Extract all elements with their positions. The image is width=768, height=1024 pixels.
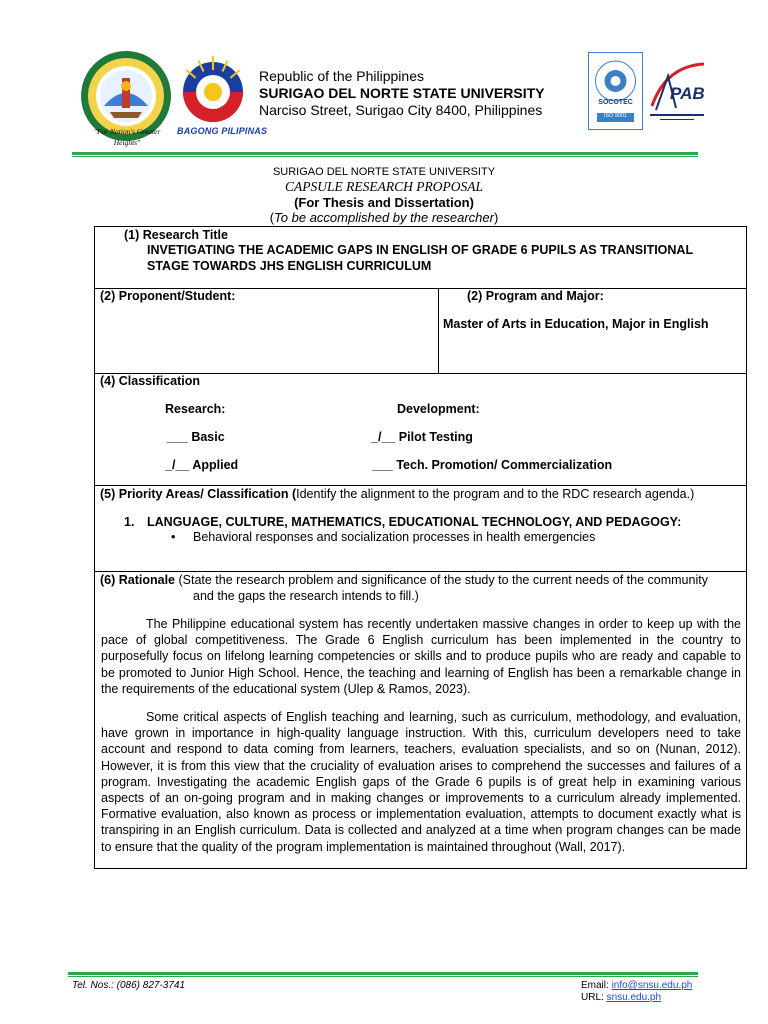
university-motto: "For Nation's Greater Heights" <box>93 127 161 147</box>
form-scope: (For Thesis and Dissertation) <box>294 195 474 210</box>
header-divider <box>72 152 698 155</box>
email-line: Email: info@snsu.edu.ph <box>581 980 693 991</box>
email-link[interactable]: info@snsu.edu.ph <box>611 980 693 991</box>
rationale-paragraph-1: The Philippine educational system has recently undertaken massive changes in order to keep up with the pace of global competitiveness. The Grade 6 English curriculum has been implemented in the country to purposefully focus on lifelong learning competencies or skills and to produce pupils who are ready and capable to be promoted to Junior High School. Hence, the teaching and learning of English has been a remarkable change in the requirements of the educational system (Ulep & Ramos, 2023). <box>101 617 741 696</box>
republic-line: Republic of the Philippines <box>259 68 424 84</box>
column-divider <box>438 288 439 373</box>
priority-item-number: 1. <box>124 515 135 529</box>
pilot-testing-option: _/__ Pilot Testing <box>371 430 473 444</box>
applied-option: _/__ Applied <box>165 458 239 472</box>
program-value: Master of Arts in Education, Major in English <box>443 317 709 331</box>
rationale-paragraph-2: Some critical aspects of English teaching and learning, such as curriculum, methodology, and evaluation, have grown in importance in high-quality language instruction. With this, curriculum developers need to take account and respond to data coming from learners, teachers, evaluation specialists, and so on (Nunan, 2012). However, it is from this view that the cruciality of evaluation arises to comprehend the successes and failures of a program. Investigating the academic English gaps of the Grade 6 pupils is of great help in examining various aspects of an on-going program and in making changes or improvements to a curriculum already implemented. Formative evaluation, also known as process or implementation evaluation, attempts to document exactly what is transpiring in an English curriculum. Data is collected and analyzed at a time when program changes can be made to ensure that the quality of the program implementation is maintained throughout (Wall, 2017). <box>101 710 741 854</box>
footer-divider <box>68 972 698 975</box>
classification-label: (4) Classification <box>100 374 201 388</box>
form-university: SURIGAO DEL NORTE STATE UNIVERSITY <box>272 166 496 178</box>
letterhead <box>259 68 544 119</box>
basic-option: ___ Basic <box>167 430 225 444</box>
telephone-numbers: Tel. Nos.: (086) 827-3741 <box>72 980 186 991</box>
tech-promotion-option: ___ Tech. Promotion/ Commercialization <box>372 458 613 472</box>
socotec-iso-badge <box>588 52 643 130</box>
priority-areas-heading: (5) Priority Areas/ Classification (Identify the alignment to the program and to the RDC research agenda.) <box>100 487 695 501</box>
university-address: Narciso Street, Surigao City 8400, Philippines <box>259 102 543 118</box>
website-link[interactable]: snsu.edu.ph <box>606 992 662 1003</box>
footer-contact <box>581 980 692 1004</box>
footer-divider-thin <box>68 976 698 977</box>
bagong-pilipinas-text: BAGONG PILIPINAS <box>177 126 268 136</box>
iso-label: ISO 9001 <box>603 113 628 119</box>
program-label: (2) Program and Major: <box>467 289 604 303</box>
form-instruction: (To be accomplished by the researcher) <box>269 210 499 225</box>
header-divider-thin <box>72 156 698 157</box>
priority-item: LANGUAGE, CULTURE, MATHEMATICS, EDUCATIONAL TECHNOLOGY, AND PEDAGOGY: <box>147 515 682 529</box>
rationale-heading: (6) Rationale (State the research problem and significance of the study to the current needs of the community <box>100 573 708 587</box>
bullet-icon: • <box>171 530 176 544</box>
priority-bullet-item: Behavioral responses and socialization processes in health emergencies <box>193 530 596 544</box>
research-title-label: (1) Research Title <box>124 228 228 242</box>
university-name: SURIGAO DEL NORTE STATE UNIVERSITY <box>259 85 545 101</box>
rationale-note-line2: and the gaps the research intends to fill.) <box>193 589 419 603</box>
url-line: URL: snsu.edu.ph <box>581 992 662 1003</box>
pab-label: PAB <box>670 84 705 103</box>
proponent-label: (2) Proponent/Student: <box>100 289 236 303</box>
development-label: Development: <box>397 402 480 416</box>
form-title: CAPSULE RESEARCH PROPOSAL <box>285 179 483 194</box>
bagong-pilipinas-logo <box>174 52 252 124</box>
research-label: Research: <box>165 402 226 416</box>
research-title-line2: STAGE TOWARDS JHS ENGLISH CURRICULUM <box>147 259 432 273</box>
socotec-label: SOCOTEC <box>598 99 633 106</box>
pab-accreditation-logo <box>646 56 708 126</box>
research-title-line1: INVETIGATING THE ACADEMIC GAPS IN ENGLISH OF GRADE 6 PUPILS AS TRANSITIONAL <box>147 243 694 257</box>
proposal-form <box>94 226 747 869</box>
